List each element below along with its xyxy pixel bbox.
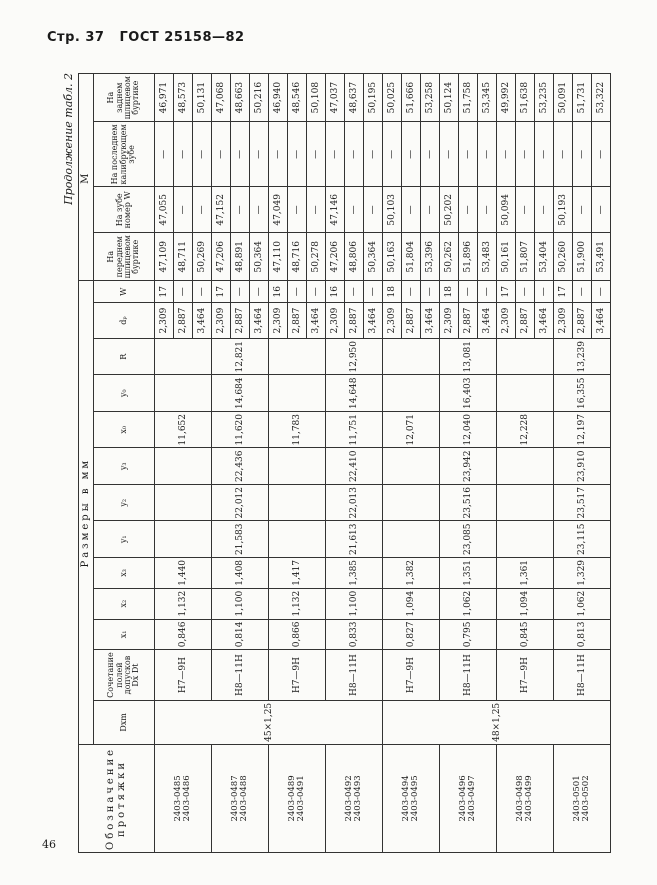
m-front-cell: 47,109 xyxy=(155,233,174,281)
x2-cell: 1,132 xyxy=(269,588,326,619)
m-front-cell: 51,896 xyxy=(459,233,478,281)
w-cell: — xyxy=(174,281,193,303)
fit-cell: H7—9H xyxy=(497,650,554,701)
w-cell: 18 xyxy=(383,281,402,303)
y3-cell: 23,910 xyxy=(554,448,611,485)
m-rear-cell: 50,025 xyxy=(383,74,402,122)
m-front-cell: 48,806 xyxy=(345,233,364,281)
dp-cell: 3,464 xyxy=(307,303,326,339)
m-rear-cell: 48,663 xyxy=(231,74,250,122)
w-cell: — xyxy=(231,281,250,303)
w-cell: — xyxy=(459,281,478,303)
w-cell: — xyxy=(573,281,592,303)
m-rear-cell: 50,131 xyxy=(193,74,212,122)
m-front-cell: 50,260 xyxy=(554,233,573,281)
m-rear-cell: 50,124 xyxy=(440,74,459,122)
w-cell: 17 xyxy=(155,281,174,303)
x0-cell: 12,040 xyxy=(440,411,497,448)
m-rear-cell: 50,091 xyxy=(554,74,573,122)
page-number: 46 xyxy=(42,838,56,851)
x2-cell: 1,132 xyxy=(155,588,212,619)
m-last-cell: — xyxy=(421,122,440,187)
x2-cell: 1,094 xyxy=(497,588,554,619)
x1-cell: 0,813 xyxy=(554,619,611,650)
x0-cell: 11,783 xyxy=(269,411,326,448)
y2-cell: 23,516 xyxy=(440,484,497,521)
m-last-cell: — xyxy=(516,122,535,187)
y3-cell xyxy=(383,448,440,485)
m-last-cell: — xyxy=(478,122,497,187)
m-tooth-cell: — xyxy=(478,187,497,233)
w-cell: 16 xyxy=(269,281,288,303)
x1-cell: 0,866 xyxy=(269,619,326,650)
y0-cell: 14,648 xyxy=(326,375,383,412)
m-rear-cell: 51,758 xyxy=(459,74,478,122)
R-cell: 13,239 xyxy=(554,338,611,375)
m-last-cell: — xyxy=(554,122,573,187)
m-front-cell: 50,278 xyxy=(307,233,326,281)
dp-cell: 3,464 xyxy=(421,303,440,339)
m-tooth-cell: — xyxy=(516,187,535,233)
x3-cell: 1,408 xyxy=(212,557,269,588)
m-last-cell: — xyxy=(231,122,250,187)
y1-cell xyxy=(497,521,554,558)
fit-cell: H7—9H xyxy=(155,650,212,701)
y1-cell xyxy=(269,521,326,558)
m-rear-cell: 50,108 xyxy=(307,74,326,122)
w-cell: — xyxy=(250,281,269,303)
fit-cell: H8—11H xyxy=(440,650,497,701)
dp-cell: 2,887 xyxy=(174,303,193,339)
m-last-cell: — xyxy=(364,122,383,187)
y2-cell: 23,517 xyxy=(554,484,611,521)
w-cell: — xyxy=(402,281,421,303)
col-x2: x₂ xyxy=(94,588,155,619)
m-rear-cell: 51,731 xyxy=(573,74,592,122)
y0-cell xyxy=(497,375,554,412)
m-tooth-cell: 50,094 xyxy=(497,187,516,233)
y1-cell: 21,583 xyxy=(212,521,269,558)
designation-cell: 2403-0492 2403-0493 xyxy=(326,744,383,852)
m-front-cell: 50,364 xyxy=(250,233,269,281)
col-w: W xyxy=(94,281,155,303)
m-last-cell: — xyxy=(535,122,554,187)
m-tooth-cell: — xyxy=(250,187,269,233)
w-cell: — xyxy=(307,281,326,303)
y1-cell xyxy=(383,521,440,558)
m-rear-cell: 51,666 xyxy=(402,74,421,122)
designation-cell: 2403-0501 2403-0502 xyxy=(554,744,611,852)
m-rear-cell: 50,216 xyxy=(250,74,269,122)
m-front-cell: 50,364 xyxy=(364,233,383,281)
x2-cell: 1,062 xyxy=(554,588,611,619)
col-m-rear: На заднем шлицевом буртике xyxy=(94,74,155,122)
m-tooth-cell: — xyxy=(174,187,193,233)
designation-cell: 2403-0496 2403-0497 xyxy=(440,744,497,852)
dxm-cell: 48×1,25 xyxy=(383,700,611,744)
m-tooth-cell: 47,146 xyxy=(326,187,345,233)
m-rear-cell: 46,940 xyxy=(269,74,288,122)
designation-cell: 2403-0485 2403-0486 xyxy=(155,744,212,852)
dxm-cell: 45×1,25 xyxy=(155,700,383,744)
fit-cell: H8—11H xyxy=(326,650,383,701)
col-y1: y₁ xyxy=(94,521,155,558)
m-front-cell: 50,269 xyxy=(193,233,212,281)
m-front-cell: 51,804 xyxy=(402,233,421,281)
x0-cell: 11,652 xyxy=(155,411,212,448)
table-row xyxy=(155,74,174,853)
m-front-cell: 50,163 xyxy=(383,233,402,281)
x0-cell: 11,620 xyxy=(212,411,269,448)
m-last-cell: — xyxy=(193,122,212,187)
m-tooth-cell: 50,202 xyxy=(440,187,459,233)
y0-cell xyxy=(383,375,440,412)
x1-cell: 0,827 xyxy=(383,619,440,650)
dp-cell: 2,309 xyxy=(326,303,345,339)
x1-cell: 0,846 xyxy=(155,619,212,650)
w-cell: 17 xyxy=(554,281,573,303)
dp-cell: 2,309 xyxy=(440,303,459,339)
fit-cell: H8—11H xyxy=(554,650,611,701)
m-last-cell: — xyxy=(288,122,307,187)
x1-cell: 0,833 xyxy=(326,619,383,650)
dp-cell: 3,464 xyxy=(193,303,212,339)
dp-cell: 2,887 xyxy=(459,303,478,339)
m-front-cell: 51,900 xyxy=(573,233,592,281)
m-last-cell: — xyxy=(497,122,516,187)
y0-cell xyxy=(155,375,212,412)
x1-cell: 0,795 xyxy=(440,619,497,650)
x0-cell: 12,071 xyxy=(383,411,440,448)
col-m-front: На переднем шлицевом буртике xyxy=(94,233,155,281)
m-tooth-cell: — xyxy=(573,187,592,233)
m-last-cell: — xyxy=(269,122,288,187)
m-rear-cell: 48,546 xyxy=(288,74,307,122)
w-cell: — xyxy=(421,281,440,303)
col-y2: y₂ xyxy=(94,484,155,521)
y2-cell xyxy=(155,484,212,521)
table-row xyxy=(383,74,402,853)
m-rear-cell: 53,235 xyxy=(535,74,554,122)
dp-cell: 2,309 xyxy=(269,303,288,339)
y3-cell xyxy=(269,448,326,485)
x1-cell: 0,845 xyxy=(497,619,554,650)
y1-cell xyxy=(155,521,212,558)
m-tooth-cell: — xyxy=(364,187,383,233)
R-cell: 12,950 xyxy=(326,338,383,375)
fit-cell: H7—9H xyxy=(269,650,326,701)
w-cell: — xyxy=(535,281,554,303)
y2-cell: 22,013 xyxy=(326,484,383,521)
dp-cell: 2,887 xyxy=(288,303,307,339)
m-rear-cell: 48,573 xyxy=(174,74,193,122)
m-front-cell: 50,161 xyxy=(497,233,516,281)
dp-cell: 3,464 xyxy=(535,303,554,339)
y0-cell: 16,355 xyxy=(554,375,611,412)
col-fit: Сочетание полей допусков Dx Dt xyxy=(94,650,155,701)
y3-cell: 22,436 xyxy=(212,448,269,485)
m-front-cell: 53,491 xyxy=(592,233,611,281)
R-cell xyxy=(383,338,440,375)
m-front-cell: 53,396 xyxy=(421,233,440,281)
m-last-cell: — xyxy=(592,122,611,187)
dp-cell: 3,464 xyxy=(478,303,497,339)
m-tooth-cell: — xyxy=(193,187,212,233)
dp-cell: 2,887 xyxy=(402,303,421,339)
m-tooth-cell: — xyxy=(402,187,421,233)
R-cell xyxy=(155,338,212,375)
m-last-cell: — xyxy=(326,122,345,187)
m-last-cell: — xyxy=(402,122,421,187)
x3-cell: 1,329 xyxy=(554,557,611,588)
m-tooth-cell: — xyxy=(592,187,611,233)
m-rear-cell: 46,971 xyxy=(155,74,174,122)
m-rear-cell: 47,037 xyxy=(326,74,345,122)
m-rear-cell: 48,637 xyxy=(345,74,364,122)
m-last-cell: — xyxy=(573,122,592,187)
rotated-table-area xyxy=(62,73,622,853)
x0-cell: 12,228 xyxy=(497,411,554,448)
w-cell: — xyxy=(288,281,307,303)
m-tooth-cell: 50,193 xyxy=(554,187,573,233)
x2-cell: 1,100 xyxy=(212,588,269,619)
y2-cell: 22,012 xyxy=(212,484,269,521)
R-cell xyxy=(497,338,554,375)
m-tooth-cell: 47,152 xyxy=(212,187,231,233)
R-cell: 13,081 xyxy=(440,338,497,375)
w-cell: 18 xyxy=(440,281,459,303)
dp-cell: 2,887 xyxy=(573,303,592,339)
x1-cell: 0,814 xyxy=(212,619,269,650)
w-cell: — xyxy=(345,281,364,303)
w-cell: — xyxy=(592,281,611,303)
m-rear-cell: 53,258 xyxy=(421,74,440,122)
x3-cell: 1,417 xyxy=(269,557,326,588)
page-header xyxy=(47,30,245,45)
x0-cell: 11,751 xyxy=(326,411,383,448)
dp-cell: 3,464 xyxy=(592,303,611,339)
dimensions-table xyxy=(78,73,611,853)
m-last-cell: — xyxy=(440,122,459,187)
m-tooth-cell: — xyxy=(307,187,326,233)
fit-cell: H7—9H xyxy=(383,650,440,701)
m-tooth-cell: — xyxy=(231,187,250,233)
w-cell: — xyxy=(516,281,535,303)
dp-cell: 2,309 xyxy=(383,303,402,339)
dp-cell: 2,309 xyxy=(554,303,573,339)
fit-cell: H8—11H xyxy=(212,650,269,701)
m-tooth-cell: 50,103 xyxy=(383,187,402,233)
m-last-cell: — xyxy=(345,122,364,187)
sizes-group-header: Размеры в мм xyxy=(79,281,94,744)
m-rear-cell: 47,068 xyxy=(212,74,231,122)
w-cell: 16 xyxy=(326,281,345,303)
x2-cell: 1,094 xyxy=(383,588,440,619)
col-r: R xyxy=(94,338,155,375)
x0-cell: 12,197 xyxy=(554,411,611,448)
y3-cell xyxy=(155,448,212,485)
m-last-cell: — xyxy=(212,122,231,187)
y2-cell xyxy=(497,484,554,521)
y1-cell: 21,613 xyxy=(326,521,383,558)
dp-cell: 2,309 xyxy=(497,303,516,339)
y1-cell: 23,085 xyxy=(440,521,497,558)
m-rear-cell: 49,992 xyxy=(497,74,516,122)
col-dp: dₚ xyxy=(94,303,155,339)
x3-cell: 1,385 xyxy=(326,557,383,588)
y3-cell: 22,410 xyxy=(326,448,383,485)
m-front-cell: 51,807 xyxy=(516,233,535,281)
designation-cell: 2403-0487 2403-0488 xyxy=(212,744,269,852)
m-rear-cell: 50,195 xyxy=(364,74,383,122)
w-cell: — xyxy=(364,281,383,303)
standard-code: ГОСТ 25158—82 xyxy=(119,30,245,45)
m-front-cell: 48,716 xyxy=(288,233,307,281)
y2-cell xyxy=(269,484,326,521)
m-front-cell: 47,206 xyxy=(326,233,345,281)
col-designation: Обозначение протяжки xyxy=(79,744,155,852)
table-caption: Продолжение табл. 2 xyxy=(62,73,75,205)
m-rear-cell: 51,638 xyxy=(516,74,535,122)
col-x0: x₀ xyxy=(94,411,155,448)
m-tooth-cell: — xyxy=(459,187,478,233)
designation-cell: 2403-0494 2403-0495 xyxy=(383,744,440,852)
m-tooth-cell: — xyxy=(345,187,364,233)
dp-cell: 3,464 xyxy=(250,303,269,339)
m-last-cell: — xyxy=(383,122,402,187)
col-y3: y₃ xyxy=(94,448,155,485)
page-ref: Стр. 37 xyxy=(47,30,105,45)
y2-cell xyxy=(383,484,440,521)
m-rear-cell: 53,345 xyxy=(478,74,497,122)
designation-cell: 2403-0489 2403-0491 xyxy=(269,744,326,852)
x2-cell: 1,062 xyxy=(440,588,497,619)
x3-cell: 1,382 xyxy=(383,557,440,588)
R-cell: 12,821 xyxy=(212,338,269,375)
designation-cell: 2403-0498 2403-0499 xyxy=(497,744,554,852)
m-tooth-cell: 47,049 xyxy=(269,187,288,233)
m-front-cell: 53,404 xyxy=(535,233,554,281)
m-last-cell: — xyxy=(250,122,269,187)
col-x1: x₁ xyxy=(94,619,155,650)
R-cell xyxy=(269,338,326,375)
y3-cell: 23,942 xyxy=(440,448,497,485)
y1-cell: 23,115 xyxy=(554,521,611,558)
m-front-cell: 47,206 xyxy=(212,233,231,281)
m-tooth-cell: 47,055 xyxy=(155,187,174,233)
w-cell: — xyxy=(193,281,212,303)
m-last-cell: — xyxy=(307,122,326,187)
x3-cell: 1,351 xyxy=(440,557,497,588)
m-rear-cell: 53,322 xyxy=(592,74,611,122)
m-front-cell: 47,110 xyxy=(269,233,288,281)
m-front-cell: 53,483 xyxy=(478,233,497,281)
m-front-cell: 48,891 xyxy=(231,233,250,281)
y0-cell xyxy=(269,375,326,412)
y0-cell: 16,403 xyxy=(440,375,497,412)
col-x3: x₃ xyxy=(94,557,155,588)
m-front-cell: 50,262 xyxy=(440,233,459,281)
dp-cell: 3,464 xyxy=(364,303,383,339)
x2-cell: 1,100 xyxy=(326,588,383,619)
y3-cell xyxy=(497,448,554,485)
table-body xyxy=(155,74,611,853)
col-m-tooth: На зубе номер W xyxy=(94,187,155,233)
w-cell: 17 xyxy=(497,281,516,303)
dp-cell: 2,887 xyxy=(345,303,364,339)
w-cell: — xyxy=(478,281,497,303)
m-last-cell: — xyxy=(459,122,478,187)
m-front-cell: 48,711 xyxy=(174,233,193,281)
dp-cell: 2,887 xyxy=(231,303,250,339)
m-last-cell: — xyxy=(155,122,174,187)
y0-cell: 14,684 xyxy=(212,375,269,412)
col-m-last: На последнем калибрующем зубе xyxy=(94,122,155,187)
x3-cell: 1,361 xyxy=(497,557,554,588)
dp-cell: 2,309 xyxy=(155,303,174,339)
col-dxm: Dxm xyxy=(94,700,155,744)
dp-cell: 2,887 xyxy=(516,303,535,339)
x3-cell: 1,440 xyxy=(155,557,212,588)
m-tooth-cell: — xyxy=(288,187,307,233)
col-y0: y₀ xyxy=(94,375,155,412)
m-group-header: M xyxy=(79,74,94,281)
m-tooth-cell: — xyxy=(535,187,554,233)
w-cell: 17 xyxy=(212,281,231,303)
m-tooth-cell: — xyxy=(421,187,440,233)
m-last-cell: — xyxy=(174,122,193,187)
dp-cell: 2,309 xyxy=(212,303,231,339)
